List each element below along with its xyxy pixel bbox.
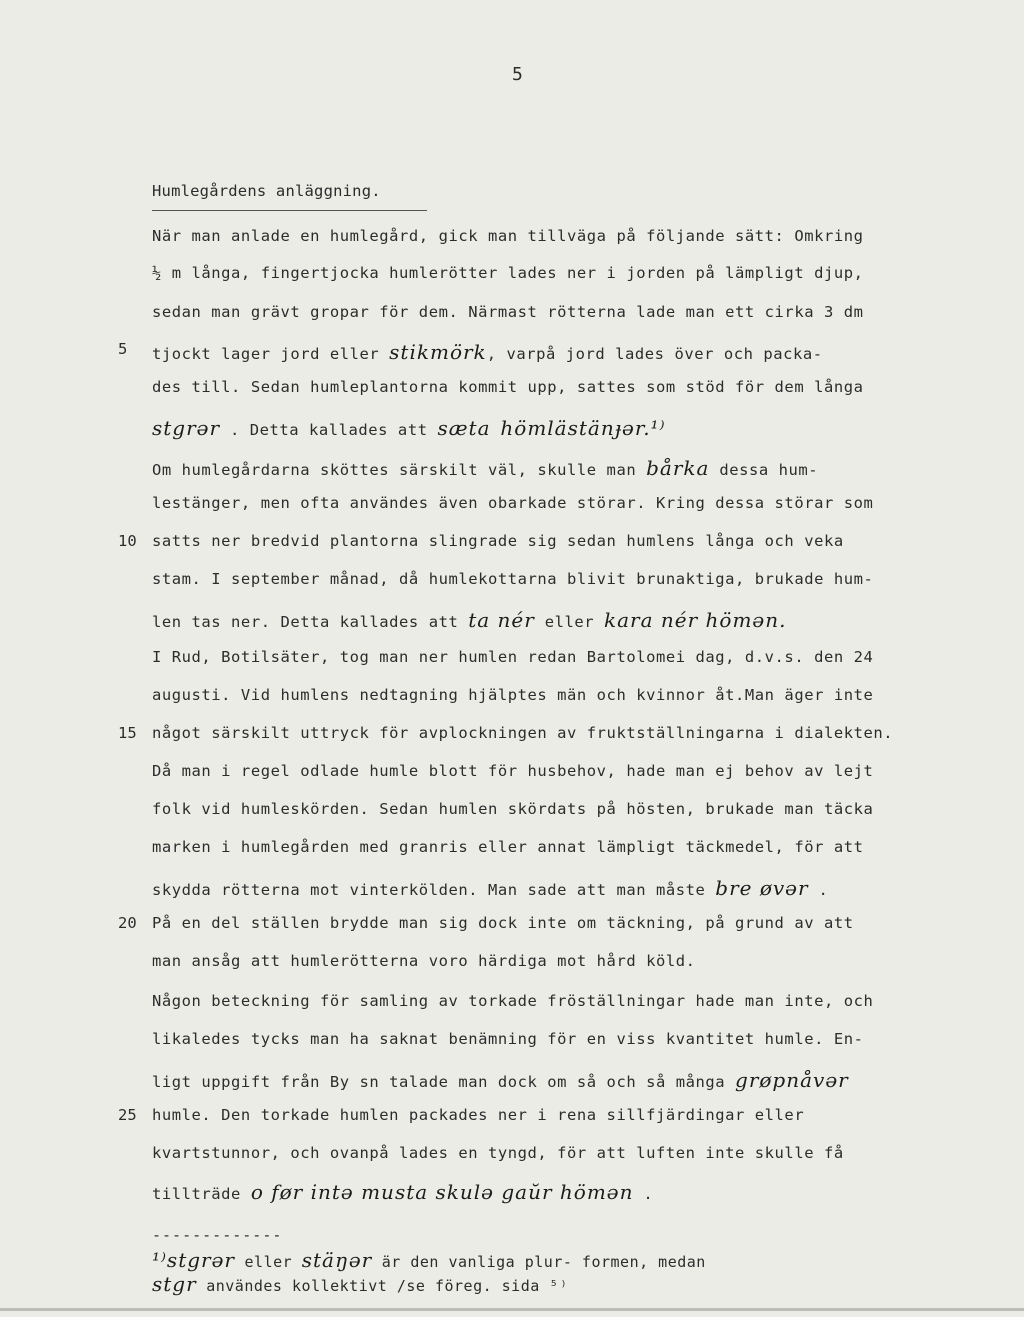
footnote-handwritten-term: stäŋər	[301, 1248, 373, 1272]
text-line	[152, 1180, 653, 1204]
text-line	[152, 838, 864, 856]
text-line	[152, 608, 787, 632]
text-line	[152, 952, 696, 970]
text-line	[152, 800, 873, 818]
footnote-line-1	[152, 1248, 706, 1272]
text-line	[152, 303, 864, 321]
typed-text: ½ m långa, fingertjocka humlerötter lades ner i jorden på lämpligt djup,	[152, 264, 864, 282]
footnote-handwritten-term: stgr	[152, 1272, 197, 1296]
footnote-text: eller	[235, 1253, 302, 1271]
typed-text: man ansåg att humlerötterna voro härdiga mot hård köld.	[152, 952, 696, 970]
handwritten-dialect-word: stikmörk	[389, 340, 487, 364]
text-line	[152, 532, 844, 550]
handwritten-dialect-word: stgrər	[152, 416, 221, 440]
text-line	[152, 686, 873, 704]
text-line	[152, 762, 873, 780]
text-line	[152, 992, 873, 1010]
typed-text: tillträde	[152, 1185, 251, 1203]
handwritten-dialect-word: hömlästänɟər.¹⁾	[500, 416, 666, 440]
typed-text: Då man i regel odlade humle blott för husbehov, hade man ej behov av lejt	[152, 762, 874, 780]
line-number: 5	[118, 340, 128, 358]
typed-text: något särskilt uttryck för avplockningen av fruktställningarna i dialekten.	[152, 724, 894, 742]
line-number: 25	[118, 1106, 137, 1124]
text-line	[152, 876, 828, 900]
typed-text: likaledes tycks man ha saknat benämning för en viss kvantitet humle. En-	[152, 1030, 864, 1048]
text-line	[152, 456, 818, 480]
footnote-handwritten-term: ¹⁾stgrər	[152, 1248, 235, 1272]
typed-text: tjockt lager jord eller	[152, 345, 390, 363]
line-number: 20	[118, 914, 137, 932]
text-line	[152, 494, 873, 512]
typed-text: ligt uppgift från By sn talade man dock om så och så många	[152, 1073, 736, 1091]
handwritten-dialect-word: bre øvər	[715, 876, 809, 900]
line-number: 15	[118, 724, 137, 742]
text-line	[152, 340, 823, 364]
line-number: 10	[118, 532, 137, 550]
heading-underline	[152, 210, 427, 211]
typed-text: marken i humlegården med granris eller annat lämpligt täckmedel, för att	[152, 838, 864, 856]
typed-text: lestänger, men ofta användes även obarkade störar. Kring dessa störar som	[152, 494, 874, 512]
typed-text: humle. Den torkade humlen packades ner i rena sillfjärdingar eller	[152, 1106, 805, 1124]
footnote-text: användes kollektivt /se föreg. sida ⁵⁾	[196, 1277, 569, 1295]
typed-text: . Detta kallades att	[220, 421, 438, 439]
text-line	[152, 1144, 844, 1162]
handwritten-dialect-word: bårka	[646, 456, 710, 480]
text-line	[152, 264, 864, 282]
footnote-separator: -------------	[152, 1226, 283, 1244]
typed-text: kvartstunnor, och ovanpå lades en tyngd, för att luften inte skulle få	[152, 1144, 844, 1162]
typed-text: satts ner bredvid plantorna slingrade sig sedan humlens långa och veka	[152, 532, 844, 550]
page-number: 5	[512, 64, 523, 85]
typed-text: skydda rötterna mot vinterkölden. Man sade att man måste	[152, 881, 716, 899]
typed-text: Om humlegårdarna sköttes särskilt väl, skulle man	[152, 461, 647, 479]
typed-text: stam. I september månad, då humlekottarna blivit brunaktiga, brukade hum-	[152, 570, 874, 588]
typed-text: eller	[534, 613, 605, 631]
section-heading: Humlegårdens anläggning.	[152, 182, 381, 200]
text-line	[152, 1030, 864, 1048]
handwritten-dialect-word: kara nér hömən.	[604, 608, 787, 632]
handwritten-dialect-word: sæta	[437, 416, 491, 440]
handwritten-dialect-word: o før intə musta skulə gaŭr hömən	[250, 1180, 634, 1204]
text-line	[152, 914, 854, 932]
typed-text: .	[633, 1185, 654, 1203]
text-line	[152, 378, 864, 396]
typed-text: På en del ställen brydde man sig dock inte om täckning, på grund av att	[152, 914, 854, 932]
typed-text: dessa hum-	[709, 461, 819, 479]
typed-text: folk vid humleskörden. Sedan humlen skördats på hösten, brukade man täcka	[152, 800, 874, 818]
text-line	[152, 648, 873, 666]
footnote-line-2	[152, 1272, 568, 1296]
text-line	[152, 227, 864, 245]
typed-text: len tas ner. Detta kallades att	[152, 613, 469, 631]
typed-text	[491, 421, 501, 439]
typed-text: augusti. Vid humlens nedtagning hjälptes män och kvinnor åt.Man äger inte	[152, 686, 874, 704]
handwritten-dialect-word: grøpnåvər	[735, 1068, 849, 1092]
text-line	[152, 416, 666, 440]
typed-text: , varpå jord lades över och packa-	[486, 345, 823, 363]
text-line	[152, 1068, 849, 1092]
typed-text: När man anlade en humlegård, gick man tillväga på följande sätt: Omkring	[152, 227, 864, 245]
typed-text: sedan man grävt gropar för dem. Närmast rötterna lade man ett cirka 3 dm	[152, 303, 864, 321]
page-edge	[0, 1308, 1024, 1311]
typed-text: Någon beteckning för samling av torkade fröställningar hade man inte, och	[152, 992, 874, 1010]
typed-text: I Rud, Botilsäter, tog man ner humlen redan Bartolomei dag, d.v.s. den 24	[152, 648, 874, 666]
handwritten-dialect-word: ta nér	[468, 608, 535, 632]
text-line	[152, 724, 893, 742]
footnote-text: är den vanliga plur- formen, medan	[372, 1253, 706, 1271]
typed-text: .	[808, 881, 829, 899]
text-line	[152, 570, 873, 588]
typed-text: des till. Sedan humleplantorna kommit upp, sattes som stöd för dem långa	[152, 378, 864, 396]
text-line	[152, 1106, 804, 1124]
